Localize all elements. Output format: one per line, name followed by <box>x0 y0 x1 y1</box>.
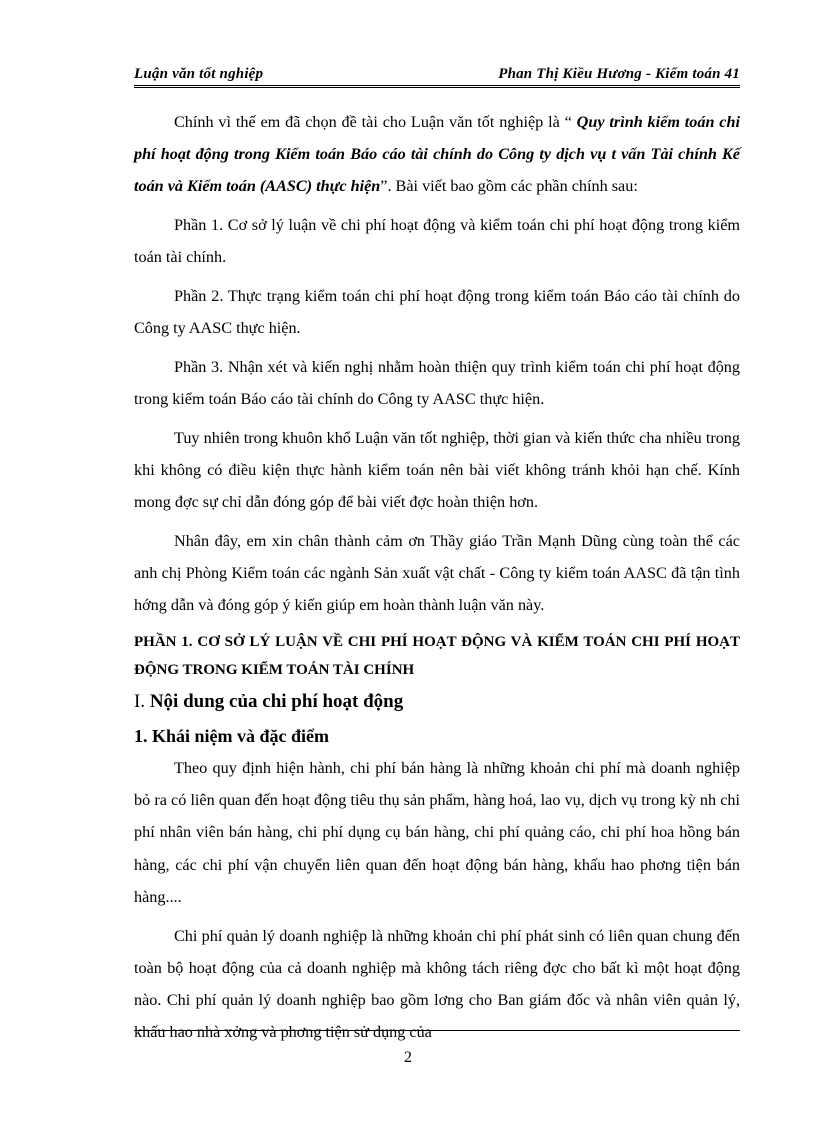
section-title: Nội dung của chi phí hoạt động <box>149 691 404 713</box>
part-2-paragraph: Phần 2. Thực trạng kiểm toán chi phí hoạt động trong kiểm toán Báo cáo tài chính do Công ty AASC thực hiện. <box>134 287 740 338</box>
page-number: 2 <box>404 1049 412 1066</box>
intro-pre-text: Chính vì thế em đã chọn đề tài cho Luận văn tốt nghiệp là “ <box>174 113 577 131</box>
intro-post-text: ”. Bài viết bao gồm các phần chính sau: <box>380 177 638 196</box>
admin-cost-paragraph: Chi phí quản lý doanh nghiệp là những khoản chi phí phát sinh có liên quan chung đến toàn bộ hoạt động của cả doanh nghiệp mà không tách riêng đợc cho bất kì một hoạt động nào. Chi phí quản lý doanh nghiệp bao gồm lơng cho Ban giám đốc và nhân viên quản lý, khấu hao nhà xởng và phơng tiện sử dụng của <box>134 926 740 1042</box>
section-number: I. <box>134 691 150 713</box>
section-heading <box>134 686 740 718</box>
part-1-paragraph: Phần 1. Cơ sở lý luận về chi phí hoạt động và kiểm toán chi phí hoạt động trong kiểm toán tài chính. <box>134 216 740 267</box>
subsection-heading: 1. Khái niệm và đặc điểm <box>134 726 330 747</box>
thesis-title: Quy trình kiểm toán chi phí hoạt động trong Kiểm toán Báo cáo tài chính do Công ty dịch vụ t vấn Tài chính Kế toán và Kiểm toán (AASC) thực hiện <box>134 113 740 196</box>
running-header <box>134 66 740 88</box>
part-1-heading: PHẦN 1. CƠ SỞ LÝ LUẬN VỀ CHI PHÍ HOẠT ĐỘNG VÀ KIỂM TOÁN CHI PHÍ HOẠT ĐỘNG TRONG KIỂM TOÁN TÀI CHÍNH <box>134 634 740 679</box>
thanks-paragraph: Nhân đây, em xin chân thành cảm ơn Thầy giáo Trần Mạnh Dũng cùng toàn thể các anh chị Phòng Kiểm toán các ngành Sản xuất vật chất - Công ty kiểm toán AASC đã tận tình hớng dẫn và đóng góp ý kiến giúp em hoàn thành luận văn này. <box>134 531 740 615</box>
intro-paragraph <box>134 106 740 203</box>
footer-divider <box>134 1030 740 1031</box>
sales-cost-paragraph: Theo quy định hiện hành, chi phí bán hàng là những khoản chi phí mà doanh nghiệp bỏ ra có liên quan đến hoạt động tiêu thụ sản phẩm, hàng hoá, lao vụ, dịch vụ trong kỳ nh chi phí nhân viên bán hàng, chi phí dụng cụ bán hàng, chi phí quảng cáo, chi phí hoa hồng bán hàng, các chi phí vận chuyển liên quan đến hoạt động bán hàng, khấu hao phơng tiện bán hàng.... <box>134 759 740 906</box>
document-body <box>134 106 740 1055</box>
limits-paragraph: Tuy nhiên trong khuôn khổ Luận văn tốt nghiệp, thời gian và kiến thức cha nhiều trong khi không có điều kiện thực hành kiểm toán nên bài viết không tránh khỏi hạn chế. Kính mong đợc sự chỉ dẫn đóng góp để bài viết đợc hoàn thiện hơn. <box>134 428 740 512</box>
header-thesis-label: Luận văn tốt nghiệp <box>134 66 264 82</box>
part-3-paragraph: Phần 3. Nhận xét và kiến nghị nhằm hoàn thiện quy trình kiểm toán chi phí hoạt động trong kiểm toán Báo cáo tài chính do Công ty AASC thực hiện. <box>134 357 740 409</box>
header-author: Phan Thị Kiều Hương - Kiểm toán 41 <box>498 66 740 82</box>
